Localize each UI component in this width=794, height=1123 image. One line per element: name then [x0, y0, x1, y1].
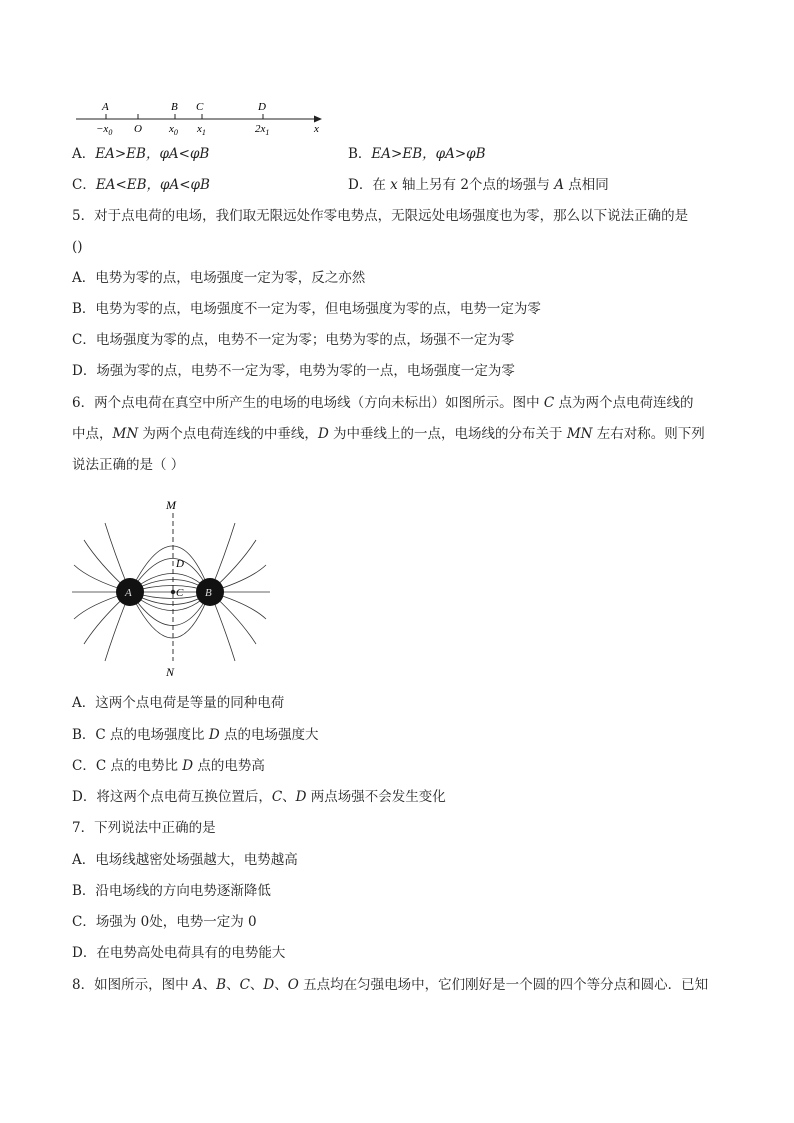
label-n: N: [166, 665, 175, 679]
q8-sep-4: 、: [274, 977, 288, 993]
q4-option-b-prefix: B．: [348, 146, 372, 162]
q8-stem: [72, 975, 708, 995]
q6-stem-text-2: 点为两个点电荷连线的: [554, 395, 694, 411]
q6-option-b-var-d: D: [208, 727, 220, 743]
q6-option-a: A．这两个点电荷是等量的同种电荷: [72, 695, 285, 711]
q6-stem-line-3: 说法正确的是（ ）: [72, 457, 185, 473]
q4-option-d-text-2: 轴上另有 2个点的场强与: [397, 177, 555, 193]
q5-option-c: C．电场强度为零的点，电势不一定为零；电势为零的点，场强不一定为零: [72, 332, 515, 348]
q5-option-d: D．场强为零的点，电势不一定为零，电势为零的一点，电场强度一定为零: [72, 363, 515, 379]
label-d: D: [176, 558, 184, 570]
q7-option-c: C．场强为 0处，电势一定为 0: [72, 914, 257, 930]
q5-option-b: B．电势为零的点，电场强度不一定为零，但电场强度为零的点，电势一定为零: [72, 301, 541, 317]
tick-label-x0: $x_0$: [169, 123, 178, 137]
label-D: D: [258, 101, 266, 113]
q6-stem-var-mn: MN: [112, 426, 139, 442]
q6-stem-var-c: C: [543, 395, 555, 411]
tick-label-origin: O: [134, 123, 142, 135]
q6-option-c: [72, 756, 265, 776]
q4-option-d-var-a: A: [554, 177, 564, 193]
label-charge-a: A: [125, 587, 132, 599]
q7-option-b: B．沿电场线的方向电势逐渐降低: [72, 883, 271, 899]
q6-stem-text-4: 为两个点电荷连线的中垂线，: [138, 426, 318, 442]
q8-var-d: D: [263, 977, 275, 993]
q4-option-b-text: EA>EB，φA>φB: [371, 146, 486, 162]
q7-option-d: D．在电势高处电荷具有的电势能大: [72, 945, 286, 961]
q8-text-1: 8．如图所示，图中: [72, 977, 193, 993]
q4-option-d-var-x: x: [390, 177, 398, 193]
label-c: C: [176, 587, 184, 599]
label-C: C: [196, 101, 204, 113]
q4-option-c-text: EA<EB，φA<φB: [95, 177, 210, 193]
q6-stem-text-5: 为中垂线上的一点，电场线的分布关于: [328, 426, 567, 442]
tick-label-neg-x0: $-x_0$: [96, 123, 113, 137]
q7-option-a: A．电场线越密处场强越大，电势越高: [72, 852, 298, 868]
q8-sep-2: 、: [226, 977, 240, 993]
q8-var-a: A: [192, 977, 203, 993]
q6-option-d-var-c: C: [271, 789, 283, 805]
tick-label-2x1: $2x_1$: [255, 123, 270, 137]
q6-option-b-text-1: B．C 点的电场强度比: [72, 727, 209, 743]
q6-option-d-var-d: D: [295, 789, 307, 805]
q4-option-d-text-3: 点相同: [563, 177, 609, 193]
q6-option-d: [72, 787, 446, 807]
q4-option-a: [72, 144, 209, 164]
q4-option-c: [72, 175, 210, 195]
q5-stem-line-2: (): [72, 239, 83, 255]
axis-label-x: x: [314, 123, 319, 135]
q6-option-d-text-1: D．将这两个点电荷互换位置后，: [72, 789, 272, 805]
q6-stem-var-mn-2: MN: [566, 426, 593, 442]
q6-option-c-var-d: D: [182, 758, 194, 774]
label-charge-b: B: [205, 587, 212, 599]
q6-option-b-text-2: 点的电场强度大: [219, 727, 319, 743]
q4-option-a-text: EA>EB，φA<φB: [95, 146, 210, 162]
q6-option-b: [72, 725, 318, 745]
q8-var-c: C: [239, 977, 250, 993]
q4-option-c-prefix: C．: [72, 177, 96, 193]
q6-stem-line-1: [72, 393, 694, 413]
q8-sep-1: 、: [202, 977, 217, 993]
q4-option-d-text-1: 在: [372, 177, 391, 193]
q6-option-d-text-2: 两点场强不会发生变化: [306, 789, 446, 805]
q6-stem-line-2: [72, 424, 705, 444]
label-B: B: [171, 101, 178, 113]
q6-option-d-sep: 、: [282, 789, 296, 805]
q7-stem: 7．下列说法中正确的是: [72, 820, 216, 836]
q4-option-d: [348, 175, 609, 195]
q8-text-2: 五点均在匀强电场中，它们刚好是一个圆的四个等分点和圆心．已知: [298, 977, 709, 993]
charge-c-point: [171, 590, 175, 594]
label-m: M: [166, 498, 176, 512]
q8-sep-3: 、: [249, 977, 264, 993]
field-lines-figure: [70, 495, 290, 695]
q4-option-b: [348, 144, 486, 164]
q5-stem-line-1: 5．对于点电荷的电场，我们取无限远处作零电势点，无限远处电场强度也为零，那么以下说法正确的是: [72, 208, 689, 224]
q8-var-b: B: [216, 977, 227, 993]
q5-option-a: A．电势为零的点，电场强度一定为零，反之亦然: [72, 270, 366, 286]
q6-stem-text-6: 左右对称。则下列: [592, 426, 705, 442]
tick-label-x1: $x_1$: [197, 123, 206, 137]
label-A: A: [102, 101, 109, 113]
x-axis-arrow: [314, 116, 322, 123]
q4-option-d-prefix: D．: [348, 177, 373, 193]
q6-option-c-text-1: C．C 点的电势比: [72, 758, 183, 774]
q6-stem-text-3: 中点，: [72, 426, 113, 442]
q4-option-a-prefix: A．: [72, 146, 96, 162]
q8-var-o: O: [287, 977, 299, 993]
q6-stem-var-d: D: [317, 426, 329, 442]
q6-option-c-text-2: 点的电势高: [193, 758, 265, 774]
q6-stem-text-1: 6．两个点电荷在真空中所产生的电场的电场线（方向未标出）如图所示。图中: [72, 395, 544, 411]
